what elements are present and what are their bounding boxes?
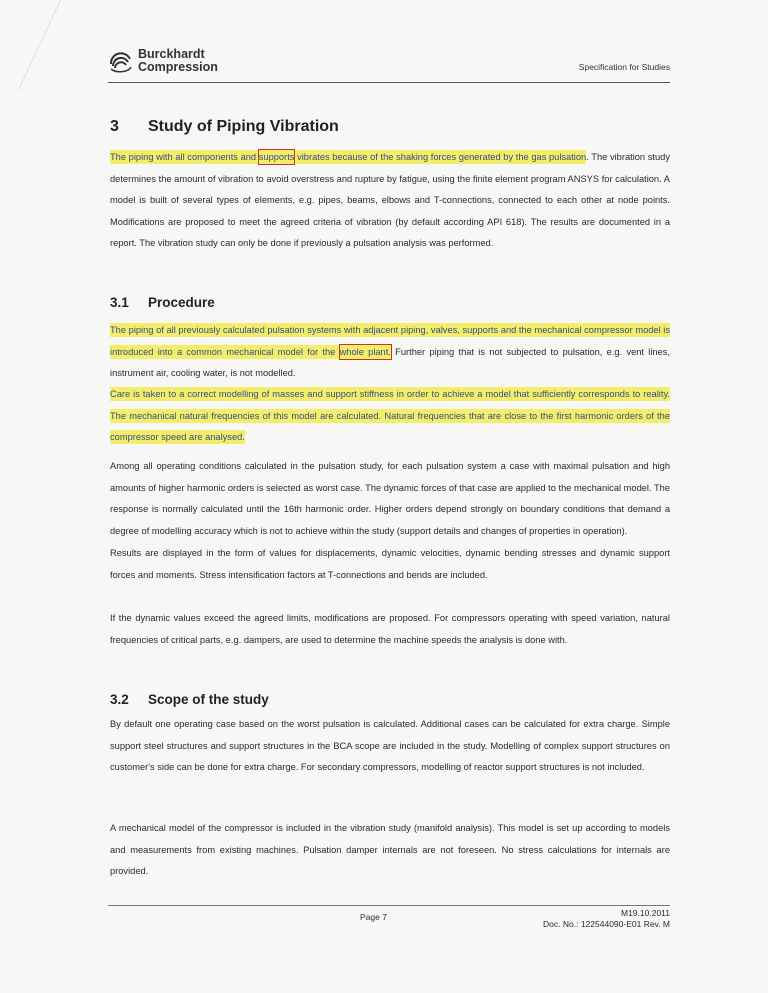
section-3-2-heading — [110, 692, 269, 707]
section-title: Procedure — [148, 295, 215, 310]
scope-paragraph-1 — [110, 714, 670, 779]
highlight-span: The piping of all previously calculated pulsation systems with adjacent piping, valves, supports and the mechanical compressor model is introduced into a common mechanical model for the — [110, 325, 670, 357]
procedure-paragraph-3 — [110, 456, 670, 542]
section-3-1-heading — [110, 295, 215, 310]
section-number: 3.1 — [110, 295, 129, 310]
paragraph-text: Among all operating conditions calculated in the pulsation study, for each pulsation system a case with maximal pulsation and high amounts of higher harmonic orders is selected as worst case. The dynamic forces of that case are applied to the mechanical model. The response is normally calculated until the 16th harmonic order. Higher orders depend strongly on boundary conditions that demand a degree of modelling accuracy which is not to achieve within the study (support details and changes of properties in operation). — [110, 461, 670, 536]
section-number: 3.2 — [110, 692, 129, 707]
paragraph-text: A mechanical model of the compressor is included in the vibration study (manifold analysis). This model is set up according to models and measurements from existing machines. Pulsation damper internals are not foreseen. No stress calculations for internals are provided. — [110, 823, 670, 876]
section-title: Study of Piping Vibration — [148, 118, 339, 135]
section-number: 3 — [110, 118, 119, 135]
procedure-paragraph-4 — [110, 543, 670, 586]
procedure-paragraph-1 — [110, 320, 670, 385]
revision-date: M19.10.2011 — [621, 908, 670, 918]
section-title: Scope of the study — [148, 692, 269, 707]
section-3-heading — [110, 118, 339, 136]
paragraph-text: Further piping that is not subjected to pulsation, e.g. vent lines, instrument air, cooling water, is not modelled. — [110, 346, 670, 378]
paragraph-text: Results are displayed in the form of values for displacements, dynamic velocities, dynamic bending stresses and dynamic support forces and moments. Stress intensification factors at T-connections and bends are included. — [110, 548, 670, 580]
boxed-word-supports: supports — [258, 152, 295, 162]
highlight-span: vibrates because of the shaking forces generated by the gas pulsation — [294, 152, 587, 162]
section-3-paragraph — [110, 147, 670, 255]
procedure-paragraph-2 — [110, 384, 670, 449]
company-name-line2: Compression — [138, 60, 218, 74]
paragraph-text: . The vibration study determines the amount of vibration to avoid overstress and rupture by fatigue, using the finite element program ANSYS for calculation. A model is built of several types of elements, e.g. pipes, beams, elbows and T-connections, connected to each other at node points. Modifications are proposed to meet the agreed criteria of vibration (by default according API 618). The results are documented in a report. The vibration study can only be done if previously a pulsation analysis was performed. — [110, 152, 670, 248]
company-logo — [108, 48, 238, 82]
page-number: Page 7 — [360, 912, 387, 922]
scan-artifact — [0, 0, 61, 90]
page-header — [108, 40, 670, 83]
boxed-word-whole-plant: whole plant. — [339, 346, 391, 357]
company-name-line1: Burckhardt — [138, 47, 205, 61]
document-type: Specification for Studies — [578, 62, 670, 72]
scope-paragraph-2 — [110, 818, 670, 883]
footer-divider — [108, 905, 670, 906]
highlight-span: Care is taken to a correct modelling of masses and support stiffness in order to achieve a model that sufficiently corresponds to reality. The mechanical natural frequencies of this model are calculated. Natural frequencies that are close to the first harmonic orders of the compressor speed are analysed. — [110, 389, 670, 442]
footer-doc-info — [543, 908, 670, 930]
paragraph-text: If the dynamic values exceed the agreed limits, modifications are proposed. For compressors operating with speed variation, natural frequencies of critical parts, e.g. dampers, are used to determine the machine speeds the analysis is done with. — [110, 613, 670, 645]
paragraph-text: By default one operating case based on the worst pulsation is calculated. Additional cases can be calculated for extra charge. Simple support steel structures and support structures in the BCA scope are included in the study. Modelling of complex support structures on customer's side can be done for extra charge. For secondary compressors, modelling of reactor support structures is not included. — [110, 719, 670, 772]
compression-logo-icon — [108, 50, 134, 76]
highlight-span: The piping with all components and — [110, 152, 259, 162]
document-number: Doc. No.: 122544090-E01 Rev. M — [543, 919, 670, 929]
procedure-paragraph-5 — [110, 608, 670, 651]
